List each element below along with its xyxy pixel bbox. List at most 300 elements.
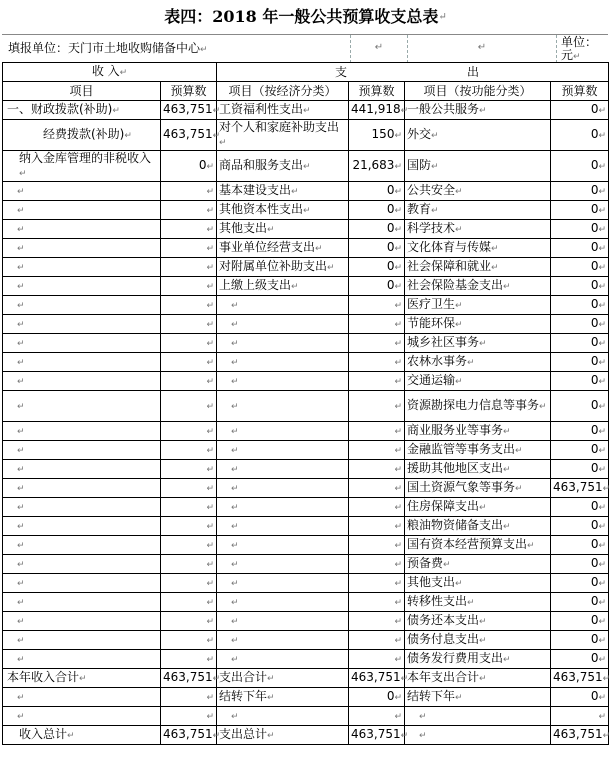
econ-item-cell: [217, 441, 349, 460]
return-mark-icon: ↵: [394, 617, 402, 627]
econ-item-cell: [217, 391, 349, 422]
income-amount-cell: [161, 201, 217, 220]
return-mark-icon: ↵: [394, 206, 402, 216]
econ-amount-cell: [349, 296, 405, 315]
return-mark-icon: ↵: [394, 465, 402, 475]
return-mark-icon: ↵: [206, 320, 214, 330]
return-mark-icon: ↵: [598, 446, 606, 456]
return-mark-icon: ↵: [200, 45, 208, 55]
return-mark-icon: ↵: [394, 693, 402, 703]
return-mark-icon: ↵: [491, 263, 499, 273]
econ-amount-cell: 441,918↵: [349, 101, 405, 120]
return-mark-icon: ↵: [206, 427, 214, 437]
return-mark-icon: ↵: [598, 206, 606, 216]
econ-item-cell: 支出总计↵: [217, 726, 349, 745]
return-mark-icon: ↵: [17, 301, 25, 311]
page-title: [0, 0, 611, 34]
income-amount-cell: [161, 296, 217, 315]
table-row: [3, 182, 609, 201]
econ-amount-cell: 0↵: [349, 277, 405, 296]
return-mark-icon: ↵: [455, 320, 463, 330]
econ-item-cell: [217, 353, 349, 372]
func-amount-cell: 0↵: [551, 258, 609, 277]
table-row: [3, 669, 609, 688]
return-mark-icon: ↵: [291, 282, 299, 292]
return-mark-icon: ↵: [598, 320, 606, 330]
func-amount-cell: 0↵: [551, 612, 609, 631]
return-mark-icon: ↵: [598, 187, 606, 197]
income-item-cell: [3, 277, 161, 296]
return-mark-icon: ↵: [479, 617, 487, 627]
econ-amount-cell: [349, 612, 405, 631]
func-amount-cell: 0↵: [551, 460, 609, 479]
econ-item-cell: 结转下年↵: [217, 688, 349, 707]
return-mark-icon: ↵: [394, 131, 402, 141]
return-mark-icon: ↵: [315, 244, 323, 254]
econ-item-cell: [217, 593, 349, 612]
econ-item-cell: [217, 555, 349, 574]
return-mark-icon: ↵: [231, 617, 239, 627]
econ-item-cell: [217, 422, 349, 441]
return-mark-icon: ↵: [231, 636, 239, 646]
func-item-cell: 其他支出↵: [405, 574, 551, 593]
return-mark-icon: ↵: [206, 503, 214, 513]
table-row: [3, 239, 609, 258]
func-amount-cell: 0↵: [551, 536, 609, 555]
return-mark-icon: ↵: [124, 131, 132, 141]
column-header-row: [3, 82, 609, 101]
func-item-cell: 社会保险基金支出↵: [405, 277, 551, 296]
income-amount-cell: [161, 441, 217, 460]
return-mark-icon: ↵: [231, 655, 239, 665]
return-mark-icon: ↵: [598, 465, 606, 475]
econ-amount-cell: [349, 650, 405, 669]
return-mark-icon: ↵: [503, 465, 511, 475]
func-amount-cell: 0↵: [551, 220, 609, 239]
title-text: 表四：2018 年一般公共预算收支总表: [164, 7, 439, 26]
return-mark-icon: ↵: [598, 106, 606, 116]
income-item-cell: [3, 220, 161, 239]
income-amount-cell: [161, 239, 217, 258]
col-header-budget: 预算数: [161, 82, 217, 101]
return-mark-icon: ↵: [267, 693, 275, 703]
return-mark-icon: ↵: [231, 402, 239, 412]
econ-item-cell: [217, 479, 349, 498]
return-mark-icon: ↵: [17, 617, 25, 627]
section-header-row: [3, 63, 609, 82]
col-header-func: 项目（按功能分类）: [405, 82, 551, 101]
return-mark-icon: ↵: [598, 282, 606, 292]
income-item-cell: 收入总计↵: [3, 726, 161, 745]
econ-item-cell: [217, 631, 349, 650]
func-item-cell: 文化体育与传媒↵: [405, 239, 551, 258]
return-mark-icon: ↵: [394, 522, 402, 532]
table-row: [3, 101, 609, 120]
return-mark-icon: ↵: [79, 674, 87, 684]
info-bar: [2, 34, 608, 63]
return-mark-icon: ↵: [394, 320, 402, 330]
budget-table: [2, 62, 609, 745]
income-item-cell: [3, 631, 161, 650]
return-mark-icon: ↵: [231, 301, 239, 311]
income-amount-cell: [161, 372, 217, 391]
func-item-cell: 商业服务业等事务↵: [405, 422, 551, 441]
income-amount-cell: [161, 460, 217, 479]
col-header-budget3: 预算数: [551, 82, 609, 101]
econ-item-cell: [217, 372, 349, 391]
return-mark-icon: ↵: [394, 636, 402, 646]
return-mark-icon: ↵: [455, 187, 463, 197]
func-amount-cell: 0↵: [551, 372, 609, 391]
econ-item-cell: [217, 460, 349, 479]
return-mark-icon: ↵: [17, 339, 25, 349]
return-mark-icon: ↵: [598, 579, 606, 589]
table-row: [3, 422, 609, 441]
econ-item-cell: 对附属单位补助支出↵: [217, 258, 349, 277]
func-amount-cell: 0↵: [551, 353, 609, 372]
econ-amount-cell: [349, 391, 405, 422]
return-mark-icon: ↵: [17, 636, 25, 646]
table-row: [3, 277, 609, 296]
return-mark-icon: ↵: [231, 560, 239, 570]
return-mark-icon: ↵: [479, 674, 487, 684]
table-row: [3, 498, 609, 517]
return-mark-icon: ↵: [206, 465, 214, 475]
return-mark-icon: ↵: [598, 655, 606, 665]
func-item-cell: 债务还本支出↵: [405, 612, 551, 631]
return-mark-icon: ↵: [206, 446, 214, 456]
func-amount-cell: 0↵: [551, 334, 609, 353]
econ-amount-cell: 150↵: [349, 120, 405, 151]
econ-amount-cell: [349, 441, 405, 460]
income-item-cell: 经费拨款(补助)↵: [3, 120, 161, 151]
return-mark-icon: ↵: [598, 377, 606, 387]
table-row: [3, 517, 609, 536]
return-mark-icon: ↵: [17, 206, 25, 216]
income-item-cell: 一、财政拨款(补助)↵: [3, 101, 161, 120]
return-mark-icon: ↵: [598, 339, 606, 349]
econ-amount-cell: [349, 707, 405, 726]
return-mark-icon: ↵: [17, 377, 25, 387]
return-mark-icon: ↵: [17, 282, 25, 292]
return-mark-icon: ↵: [602, 731, 611, 741]
income-item-cell: [3, 555, 161, 574]
econ-item-cell: [217, 536, 349, 555]
return-mark-icon: ↵: [17, 541, 25, 551]
table-row: [3, 372, 609, 391]
return-mark-icon: ↵: [231, 522, 239, 532]
income-item-cell: [3, 334, 161, 353]
return-mark-icon: ↵: [455, 225, 463, 235]
return-mark-icon: ↵: [267, 225, 275, 235]
return-mark-icon: ↵: [394, 712, 402, 722]
return-mark-icon: ↵: [17, 402, 25, 412]
return-mark-icon: ↵: [17, 712, 25, 722]
return-mark-icon: ↵: [394, 579, 402, 589]
return-mark-icon: ↵: [503, 427, 511, 437]
return-mark-icon: ↵: [206, 339, 214, 349]
func-item-cell: 国土资源气象等事务↵: [405, 479, 551, 498]
table-row: [3, 353, 609, 372]
return-mark-icon: ↵: [598, 636, 606, 646]
income-amount-cell: [161, 593, 217, 612]
return-mark-icon: ↵: [527, 541, 535, 551]
return-mark-icon: ↵: [431, 131, 439, 141]
return-mark-icon: ↵: [303, 206, 311, 216]
income-amount-cell: [161, 258, 217, 277]
income-item-cell: [3, 593, 161, 612]
income-item-cell: [3, 422, 161, 441]
return-mark-icon: ↵: [206, 301, 214, 311]
income-amount-cell: [161, 353, 217, 372]
econ-item-cell: 上缴上级支出↵: [217, 277, 349, 296]
return-mark-icon: ↵: [479, 339, 487, 349]
func-item-cell: 交通运输↵: [405, 372, 551, 391]
return-mark-icon: ↵: [67, 731, 75, 741]
econ-amount-cell: [349, 422, 405, 441]
func-item-cell: 教育↵: [405, 201, 551, 220]
income-amount-cell: [161, 707, 217, 726]
return-mark-icon: ↵: [231, 579, 239, 589]
func-item-cell: 援助其他地区支出↵: [405, 460, 551, 479]
return-mark-icon: ↵: [206, 358, 214, 368]
func-item-cell: 国防↵: [405, 151, 551, 182]
return-mark-icon: ↵: [598, 503, 606, 513]
econ-amount-cell: [349, 555, 405, 574]
income-amount-cell: [161, 479, 217, 498]
table-row: [3, 296, 609, 315]
income-amount-cell: [161, 334, 217, 353]
return-mark-icon: ↵: [17, 693, 25, 703]
unit-measure: [557, 35, 608, 63]
return-mark-icon: ↵: [602, 484, 611, 494]
return-mark-icon: ↵: [598, 522, 606, 532]
econ-item-cell: 对个人和家庭补助支出↵: [217, 120, 349, 151]
table-row: [3, 574, 609, 593]
return-mark-icon: ↵: [17, 655, 25, 665]
return-mark-icon: ↵: [598, 427, 606, 437]
return-mark-icon: ↵: [206, 693, 214, 703]
econ-amount-cell: [349, 631, 405, 650]
return-mark-icon: ↵: [431, 162, 439, 172]
return-mark-icon: ↵: [17, 225, 25, 235]
func-amount-cell: 0↵: [551, 688, 609, 707]
return-mark-icon: ↵: [206, 522, 214, 532]
income-amount-cell: [161, 422, 217, 441]
func-item-cell: 节能环保↵: [405, 315, 551, 334]
func-item-cell: 住房保障支出↵: [405, 498, 551, 517]
return-mark-icon: ↵: [598, 712, 606, 722]
return-mark-icon: ↵: [479, 503, 487, 513]
econ-amount-cell: [349, 536, 405, 555]
return-mark-icon: ↵: [291, 187, 299, 197]
return-mark-icon: ↵: [219, 138, 227, 148]
table-row: [3, 151, 609, 182]
econ-amount-cell: [349, 479, 405, 498]
return-mark-icon: ↵: [394, 339, 402, 349]
return-mark-icon: ↵: [17, 465, 25, 475]
econ-amount-cell: 0↵: [349, 220, 405, 239]
return-mark-icon: ↵: [598, 263, 606, 273]
return-mark-icon: ↵: [267, 674, 275, 684]
income-amount-cell: [161, 220, 217, 239]
income-amount-cell: [161, 631, 217, 650]
func-amount-cell: 0↵: [551, 182, 609, 201]
income-amount-cell: [161, 574, 217, 593]
econ-item-cell: 其他资本性支出↵: [217, 201, 349, 220]
return-mark-icon: ↵: [231, 598, 239, 608]
func-amount-cell: 0↵: [551, 151, 609, 182]
return-mark-icon: ↵: [438, 11, 447, 23]
table-row: [3, 201, 609, 220]
income-item-cell: [3, 182, 161, 201]
income-item-cell: [3, 258, 161, 277]
return-mark-icon: ↵: [303, 106, 311, 116]
return-mark-icon: ↵: [231, 339, 239, 349]
func-item-cell: 本年支出合计↵: [405, 669, 551, 688]
func-amount-cell: 0↵: [551, 296, 609, 315]
econ-amount-cell: [349, 593, 405, 612]
func-amount-cell: 0↵: [551, 555, 609, 574]
econ-item-cell: 工资福利性支出↵: [217, 101, 349, 120]
income-amount-cell: 463,751↵: [161, 726, 217, 745]
income-amount-cell: [161, 182, 217, 201]
return-mark-icon: ↵: [231, 465, 239, 475]
func-amount-cell: [551, 707, 609, 726]
info-blank-cell: ↵: [408, 35, 557, 63]
return-mark-icon: ↵: [212, 674, 221, 684]
return-mark-icon: ↵: [212, 106, 221, 116]
table-row: [3, 315, 609, 334]
econ-amount-cell: [349, 517, 405, 536]
func-amount-cell: 0↵: [551, 201, 609, 220]
col-header-budget2: 预算数: [349, 82, 405, 101]
table-row: [3, 479, 609, 498]
return-mark-icon: ↵: [206, 282, 214, 292]
func-amount-cell: 0↵: [551, 650, 609, 669]
return-mark-icon: ↵: [598, 617, 606, 627]
income-item-cell: [3, 239, 161, 258]
func-item-cell: 资源勘探电力信息等事务↵: [405, 391, 551, 422]
func-item-cell: [405, 726, 551, 745]
table-row: [3, 334, 609, 353]
income-item-cell: [3, 441, 161, 460]
return-mark-icon: ↵: [17, 579, 25, 589]
func-amount-cell: 463,751↵: [551, 669, 609, 688]
income-item-cell: [3, 391, 161, 422]
return-mark-icon: ↵: [394, 358, 402, 368]
table-row: [3, 650, 609, 669]
func-amount-cell: 463,751↵: [551, 479, 609, 498]
econ-amount-cell: 463,751↵: [349, 726, 405, 745]
return-mark-icon: ↵: [419, 712, 427, 722]
return-mark-icon: ↵: [467, 358, 475, 368]
econ-amount-cell: 463,751↵: [349, 669, 405, 688]
table-row: [3, 220, 609, 239]
table-row: [3, 441, 609, 460]
income-item-cell: [3, 372, 161, 391]
econ-item-cell: 其他支出↵: [217, 220, 349, 239]
econ-amount-cell: 0↵: [349, 201, 405, 220]
func-item-cell: 外交↵: [405, 120, 551, 151]
econ-item-cell: [217, 498, 349, 517]
table-row: [3, 460, 609, 479]
return-mark-icon: ↵: [598, 541, 606, 551]
return-mark-icon: ↵: [394, 377, 402, 387]
return-mark-icon: ↵: [212, 131, 221, 141]
income-amount-cell: [161, 650, 217, 669]
return-mark-icon: ↵: [394, 560, 402, 570]
return-mark-icon: ↵: [206, 187, 214, 197]
return-mark-icon: ↵: [206, 636, 214, 646]
table-row: [3, 631, 609, 650]
income-amount-cell: [161, 498, 217, 517]
return-mark-icon: ↵: [503, 655, 511, 665]
return-mark-icon: ↵: [394, 402, 402, 412]
income-item-cell: [3, 201, 161, 220]
return-mark-icon: ↵: [455, 377, 463, 387]
income-item-cell: 纳入金库管理的非税收入↵: [3, 151, 161, 182]
expense-header: 支 出: [217, 63, 609, 82]
return-mark-icon: ↵: [419, 731, 427, 741]
func-item-cell: 转移性支出↵: [405, 593, 551, 612]
func-amount-cell: 0↵: [551, 593, 609, 612]
econ-item-cell: [217, 612, 349, 631]
return-mark-icon: ↵: [231, 484, 239, 494]
return-mark-icon: ↵: [17, 560, 25, 570]
income-item-cell: [3, 688, 161, 707]
return-mark-icon: ↵: [394, 162, 402, 172]
func-item-cell: 城乡社区事务↵: [405, 334, 551, 353]
econ-item-cell: [217, 650, 349, 669]
return-mark-icon: ↵: [206, 162, 214, 172]
return-mark-icon: ↵: [394, 484, 402, 494]
econ-amount-cell: 0↵: [349, 258, 405, 277]
func-amount-cell: 0↵: [551, 574, 609, 593]
return-mark-icon: ↵: [17, 427, 25, 437]
return-mark-icon: ↵: [394, 446, 402, 456]
return-mark-icon: ↵: [598, 244, 606, 254]
econ-item-cell: 事业单位经营支出↵: [217, 239, 349, 258]
income-amount-cell: 463,751↵: [161, 669, 217, 688]
income-item-cell: [3, 517, 161, 536]
return-mark-icon: ↵: [443, 560, 451, 570]
return-mark-icon: ↵: [394, 598, 402, 608]
return-mark-icon: ↵: [17, 244, 25, 254]
income-item-cell: [3, 574, 161, 593]
income-amount-cell: 463,751↵: [161, 120, 217, 151]
income-amount-cell: [161, 517, 217, 536]
return-mark-icon: ↵: [455, 301, 463, 311]
return-mark-icon: ↵: [455, 693, 463, 703]
table-row: [3, 536, 609, 555]
return-mark-icon: ↵: [17, 503, 25, 513]
func-item-cell: 公共安全↵: [405, 182, 551, 201]
return-mark-icon: ↵: [327, 263, 335, 273]
econ-item-cell: [217, 574, 349, 593]
return-mark-icon: ↵: [231, 446, 239, 456]
return-mark-icon: ↵: [206, 579, 214, 589]
unit-measure-text: 单位：元: [561, 35, 598, 62]
return-mark-icon: ↵: [598, 225, 606, 235]
return-mark-icon: ↵: [394, 503, 402, 513]
income-amount-cell: [161, 536, 217, 555]
col-header-econ: 项目（按经济分类）: [217, 82, 349, 101]
return-mark-icon: ↵: [231, 712, 239, 722]
col-header-item: 项目: [3, 82, 161, 101]
return-mark-icon: ↵: [206, 541, 214, 551]
income-amount-cell: [161, 277, 217, 296]
